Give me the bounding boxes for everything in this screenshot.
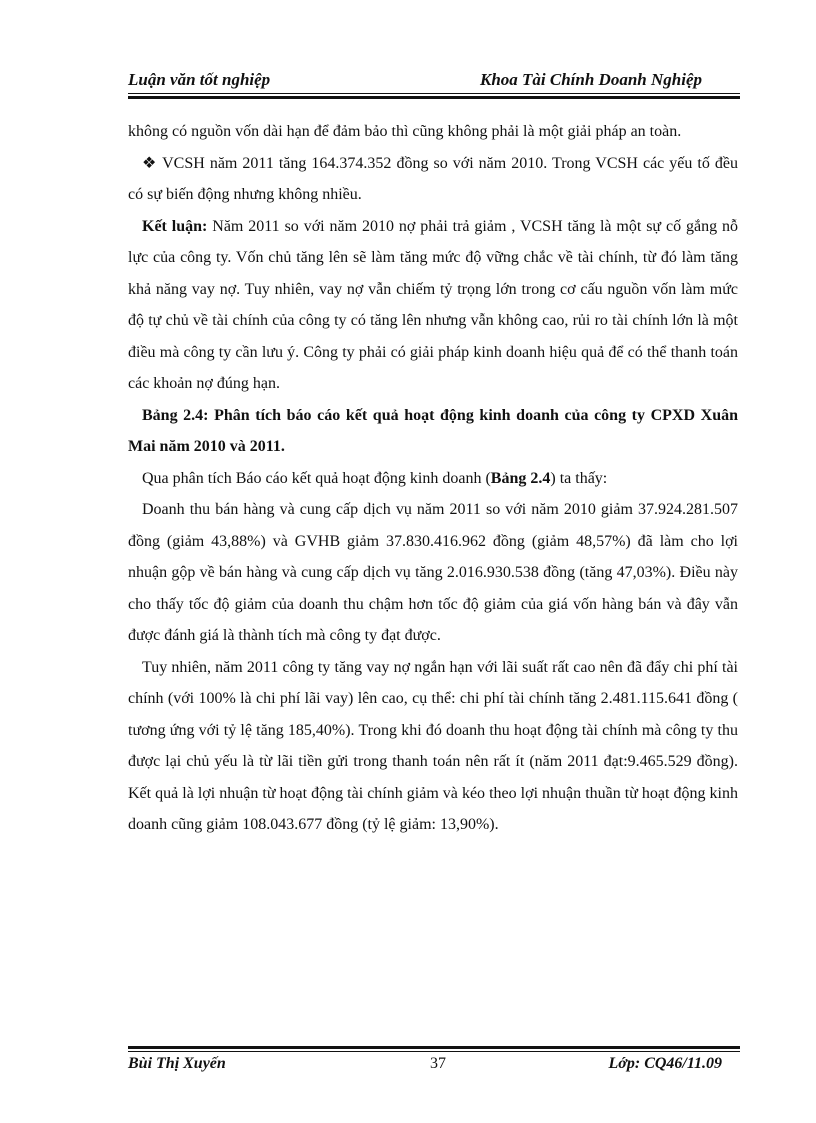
conclusion-label: Kết luận:	[142, 217, 208, 235]
paragraph-1: không có nguồn vốn dài hạn để đảm bảo thì cũng không phải là một giải pháp an toàn.	[128, 123, 682, 140]
header-thesis-label: Luận văn tốt nghiệp	[128, 70, 271, 89]
page-footer	[128, 1055, 738, 1077]
footer-rule-thin	[128, 1051, 740, 1052]
page-number: 37	[430, 1055, 446, 1072]
header-faculty-label: Khoa Tài Chính Doanh Nghiệp	[479, 70, 702, 89]
paragraph-analysis-intro: Qua phân tích Báo cáo kết quả hoạt động kinh doanh (Bảng 2.4) ta thấy:	[142, 469, 608, 487]
footer-class: Lớp: CQ46/11.09	[608, 1055, 722, 1072]
paragraph-revenue: Doanh thu bán hàng và cung cấp dịch vụ năm 2011 so với năm 2010 giảm 37.924.281.507 đồng (giảm 43,88%) và GVHB giảm 37.830.416.962 đồng (giảm 48,57%) đã làm cho lợi nhuận gộp về bán hàng và cung cấp dịch vụ tăng 2.016.930.538 đồng (tăng 47,03%). Điều này cho thấy tốc độ giảm của doanh thu chậm hơn tốc độ giảm của giá vốn hàng bán và đây vẫn được đánh giá là thành tích mà công ty đạt được.	[128, 501, 738, 644]
table-reference: Bảng 2.4	[490, 469, 551, 487]
page-header	[128, 70, 738, 92]
page-body	[128, 116, 738, 841]
bullet-diamond-icon: ❖	[142, 154, 158, 172]
paragraph-vcsh: ❖ VCSH năm 2011 tăng 164.374.352 đồng so với năm 2010. Trong VCSH các yếu tố đều có sự biến động nhưng không nhiều.	[128, 154, 739, 203]
paragraph-financial-cost: Tuy nhiên, năm 2011 công ty tăng vay nợ ngắn hạn với lãi suất rất cao nên đã đẩy chi phí tài chính (với 100% là chi phí lãi vay) lên cao, cụ thể: chi phí tài chính tăng 2.481.115.641 đồng ( tương ứng với tỷ lệ tăng 185,40%). Trong khi đó doanh thu hoạt động tài chính mà công ty thu được lại chủ yếu là từ lãi tiền gửi trong thanh toán nên rất ít (năm 2011 đạt:9.465.529 đồng). Kết quả là lợi nhuận từ hoạt động tài chính giảm và kéo theo lợi nhuận thuần từ hoạt động kinh doanh cũng giảm 108.043.677 đồng (tỷ lệ giảm: 13,90%).	[128, 658, 738, 833]
paragraph-conclusion: Kết luận: Năm 2011 so với năm 2010 nợ phải trả giảm , VCSH tăng là một sự cố gắng nỗ lực của công ty. Vốn chủ tăng lên sẽ làm tăng mức độ vững chắc về tài chính, từ đó làm tăng khả năng vay nợ. Tuy nhiên, vay nợ vẫn chiếm tỷ trọng lớn trong cơ cấu nguồn vốn làm mức độ tự chủ về tài chính của công ty có tăng lên nhưng vẫn không cao, rủi ro tài chính lớn là một điều mà công ty cần lưu ý. Công ty phải có giải pháp kinh doanh hiệu quả để có thể thanh toán các khoản nợ đúng hạn.	[128, 217, 739, 392]
footer-rule-thick	[128, 1046, 740, 1049]
header-rule-thin	[128, 93, 740, 94]
header-rule-thick	[128, 96, 740, 99]
table-caption: Bảng 2.4: Phân tích báo cáo kết quả hoạt động kinh doanh của công ty CPXD Xuân Mai năm 2010 và 2011.	[128, 406, 738, 455]
footer-author: Bùi Thị Xuyến	[128, 1055, 226, 1072]
